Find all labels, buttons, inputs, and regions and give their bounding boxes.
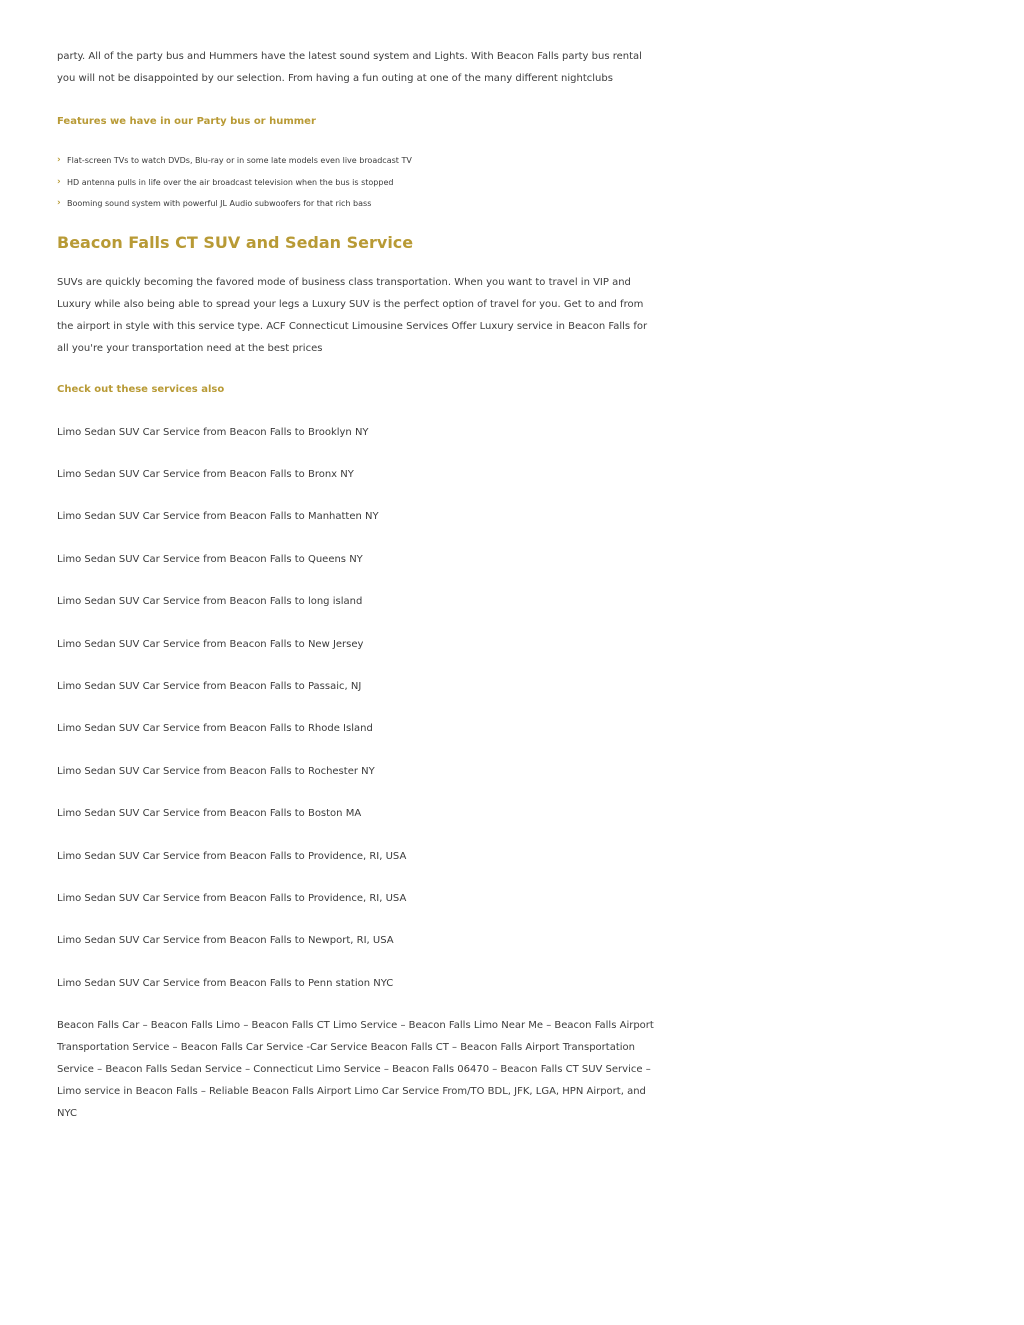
chevron-right-icon: › — [57, 155, 61, 165]
feature-text: HD antenna pulls in life over the air broadcast television when the bus is stopped — [67, 177, 394, 187]
service-item-boston: Limo Sedan SUV Car Service from Beacon Falls to Boston MA — [57, 808, 362, 820]
service-item-manhatten: Limo Sedan SUV Car Service from Beacon Falls to Manhatten NY — [57, 511, 379, 523]
list-item — [57, 172, 657, 194]
suv-paragraph: SUVs are quickly becoming the favored mode of business class transportation. When you want to travel in VIP and Luxury while also being able to spread your legs a Luxury SUV is the perfect option of travel for you. Get to and from the airport in style with this service type. ACF Connecticut Limousine Services Offer Luxury service in Beacon Falls for all you're your transportation need at the best prices — [57, 276, 648, 354]
features-heading: Features we have in our Party bus or hummer — [57, 116, 316, 127]
service-item-rochester: Limo Sedan SUV Car Service from Beacon Falls to Rochester NY — [57, 765, 375, 777]
chevron-right-icon: › — [57, 176, 61, 187]
intro-paragraph: party. All of the party bus and Hummers have the latest sound system and Lights. With Beacon Falls party bus rental you will not be disappointed by our selection. From having a fun outing at one of the many different nightclubs — [57, 51, 642, 84]
features-list — [57, 150, 657, 215]
service-item-penn-station: Limo Sedan SUV Car Service from Beacon Falls to Penn station NYC — [57, 977, 394, 989]
article-content — [57, 46, 657, 1125]
service-item-rhode-island: Limo Sedan SUV Car Service from Beacon Falls to Rhode Island — [57, 723, 373, 735]
keywords-paragraph: Beacon Falls Car – Beacon Falls Limo – Beacon Falls CT Limo Service – Beacon Falls Limo Near Me – Beacon Falls Airport Transportation Service – Beacon Falls Car Service -Car Service Beacon Falls CT – Beacon Falls Airport Transportation Service – Beacon Falls Sedan Service – Connecticut Limo Service – Beacon Falls 06470 – Beacon Falls CT SUV Service – Limo service in Beacon Falls – Reliable Beacon Falls Airport Limo Car Service From/TO BDL, JFK, LGA, HPN Airport, and NYC — [57, 1019, 654, 1119]
list-item — [57, 193, 657, 215]
service-item-queens: Limo Sedan SUV Car Service from Beacon Falls to Queens NY — [57, 553, 363, 565]
section-title: Beacon Falls CT SUV and Sedan Service — [57, 232, 414, 252]
service-item-newport: Limo Sedan SUV Car Service from Beacon Falls to Newport, RI, USA — [57, 935, 394, 947]
service-item-long-island: Limo Sedan SUV Car Service from Beacon Falls to long island — [57, 596, 363, 608]
list-item — [57, 150, 657, 172]
service-item-providence: Limo Sedan SUV Car Service from Beacon Falls to Providence, RI, USA — [57, 850, 407, 862]
service-item-brooklyn: Limo Sedan SUV Car Service from Beacon Falls to Brooklyn NY — [57, 426, 369, 438]
services-list — [57, 412, 657, 1005]
feature-text: Booming sound system with powerful JL Audio subwoofers for that rich bass — [67, 199, 372, 208]
service-item-passaic: Limo Sedan SUV Car Service from Beacon Falls to Passaic, NJ — [57, 681, 362, 693]
service-item-new-jersey: Limo Sedan SUV Car Service from Beacon Falls to New Jersey — [57, 638, 364, 650]
chevron-right-icon: › — [57, 198, 61, 208]
service-item-bronx: Limo Sedan SUV Car Service from Beacon Falls to Bronx NY — [57, 469, 354, 481]
services-heading: Check out these services also — [57, 383, 225, 395]
feature-text: Flat-screen TVs to watch DVDs, Blu-ray or in some late models even live broadcast TV — [67, 156, 412, 165]
service-item-providence-2: Limo Sedan SUV Car Service from Beacon Falls to Providence, RI, USA — [57, 892, 407, 904]
